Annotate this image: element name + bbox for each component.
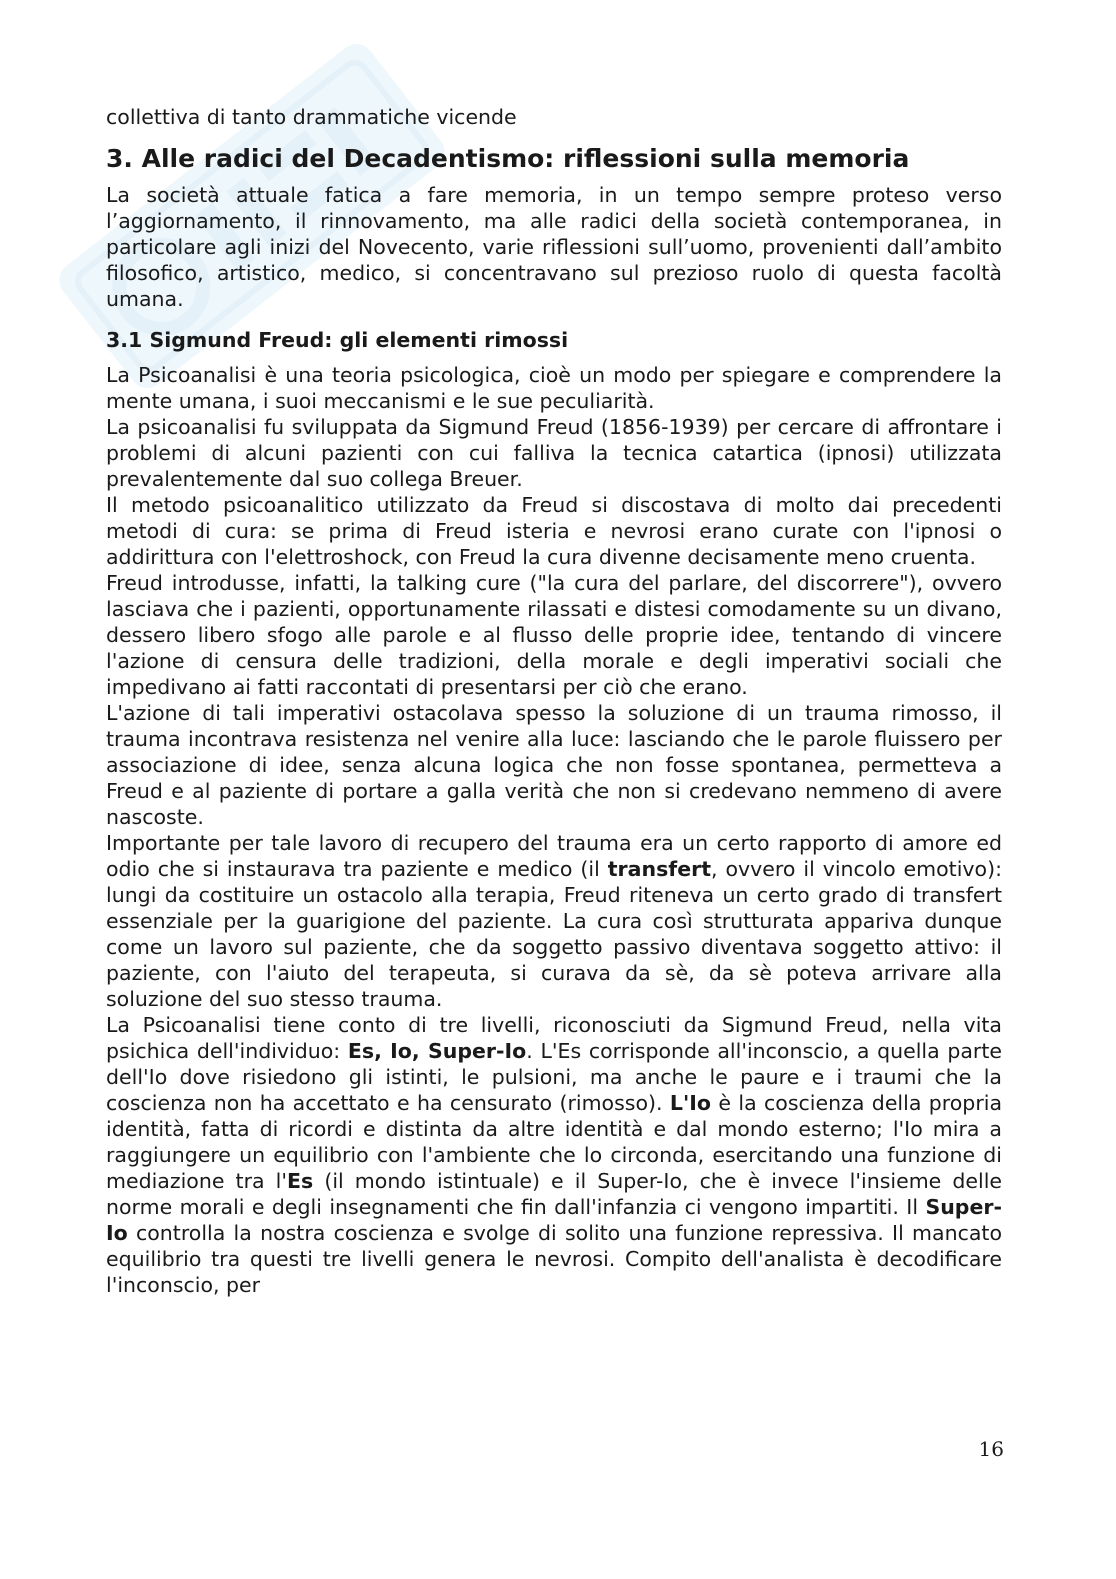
section-title: 3. Alle radici del Decadentismo: riflessioni sulla memoria [106,144,910,173]
paragraph-talking-cure: Freud introdusse, infatti, la talking cure ("la cura del parlare, del discorrere"), ovvero lasciava che i pazienti, opportunamente rilassati e distesi comodamente su un divano, dessero libero sfogo alle parole e al flusso delle proprie idee, tentando di vincere l'azione di censura delle tradizioni, della morale e degli imperativi sociali che impedivano ai fatti raccontati di presentarsi per ciò che erano. [106,571,1002,699]
levels-term-superio: Super-Io [106,1195,1002,1245]
continued-text-line: collettiva di tanto drammatiche vicende [106,105,517,129]
transfert-text-2: , ovvero il vincolo emotivo): lungi da costituire un ostacolo alla terapia, Freud riteneva un certo grado di transfert essenziale per la guarigione del paziente. La cura così strutturata appariva dunque come un lavoro sul paziente, che da soggetto passivo diventava soggetto attivo: il paziente, con l'aiuto del terapeuta, si curava da sè, da sè poteva arrivare alla soluzione del suo stesso trauma. [106,857,1002,1011]
paragraph-levels [106,1012,1002,1298]
levels-text-5: controlla la nostra coscienza e svolge di solito una funzione repressiva. Il mancato equilibrio tra questi tre livelli genera le nevrosi. Compito dell'analista è decodificare l'inconscio, per [106,1221,1002,1297]
document-page [106,104,1002,1298]
levels-term-es: Es [287,1169,314,1193]
paragraph-trauma: L'azione di tali imperativi ostacolava spesso la soluzione di un trauma rimosso, il trauma incontrava resistenza nel venire alla luce: lasciando che le parole fluissero per associazione di idee, senza alcuna logica che non fosse spontanea, permetteva a Freud e al paziente di portare a galla verità che non si credevano nemmeno di avere nascoste. [106,701,1002,829]
paragraph-origins: La psicoanalisi fu sviluppata da Sigmund Freud (1856-1939) per cercare di affrontare i problemi di alcuni pazienti con cui falliva la tecnica catartica (ipnosi) utilizzata prevalentemente dal suo collega Breuer. [106,415,1002,491]
page-number: 16 [978,1437,1004,1461]
levels-text-4: (il mondo istintuale) e il Super-Io, che è invece l'insieme delle norme morali e degli insegnamenti che fin dall'infanzia ci vengono impartiti. Il [106,1169,1002,1219]
levels-term-io: L'Io [669,1091,711,1115]
levels-text-3: è la coscienza della propria identità, fatta di ricordi e distinta da altre identità e dal mondo esterno; l'Io mira a raggiungere un equilibrio con l'ambiente che lo circonda, esercitando una funzione di mediazione tra l' [106,1091,1003,1193]
intro-paragraph: La società attuale fatica a fare memoria, in un tempo sempre proteso verso l’aggiornamento, il rinnovamento, ma alle radici della società contemporanea, in particolare agli inizi del Novecento, varie riflessioni sull’uomo, provenienti dall’ambito filosofico, artistico, medico, si concentravano sul prezioso ruolo di questa facoltà umana. [106,183,1002,311]
transfert-text-1: Importante per tale lavoro di recupero del trauma era un certo rapporto di amore ed odio che si instaurava tra paziente e medico (il [106,831,1002,881]
subsection-title: 3.1 Sigmund Freud: gli elementi rimossi [106,328,569,352]
levels-text-1: La Psicoanalisi tiene conto di tre livelli, riconosciuti da Sigmund Freud, nella vita psichica dell'individuo: [106,1013,1002,1063]
levels-text-2: . L'Es corrisponde all'inconscio, a quella parte dell'Io dove risiedono gli istinti, le pulsioni, ma anche le paure e i traumi che la coscienza non ha accettato e ha censurato (rimosso). [106,1039,1002,1115]
paragraph-definition: La Psicoanalisi è una teoria psicologica, cioè un modo per spiegare e comprendere la mente umana, i suoi meccanismi e le sue peculiarità. [106,363,1002,413]
paragraph-transfert [106,830,1002,1012]
paragraph-method: Il metodo psicoanalitico utilizzato da Freud si discostava di molto dai precedenti metodi di cura: se prima di Freud isteria e nevrosi erano curate con l'ipnosi o addirittura con l'elettroshock, con Freud la cura divenne decisamente meno cruenta. [106,493,1002,569]
transfert-term: transfert [607,857,712,881]
levels-term-es-io-superio: Es, Io, Super-Io [347,1039,527,1063]
